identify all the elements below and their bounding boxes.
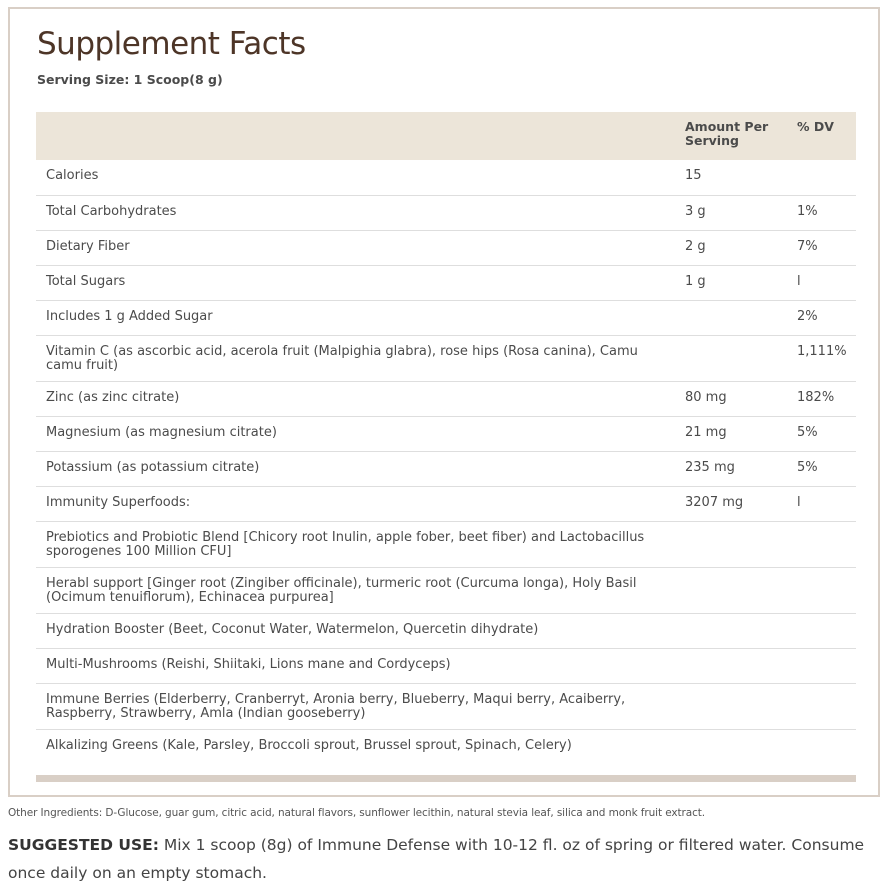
other-ingredients: Other Ingredients: D-Glucose, guar gum, citric acid, natural flavors, sunflower lecithin, natural stevia leaf, silica and monk fruit extract. (8, 807, 706, 819)
ingredient-name: Potassium (as potassium citrate) (36, 451, 675, 486)
amount-per-serving: 15 (675, 160, 787, 195)
amount-per-serving (675, 729, 787, 764)
daily-value: 1,111% (787, 335, 856, 381)
ingredient-name: Hydration Booster (Beet, Coconut Water, Watermelon, Quercetin dihydrate) (36, 613, 675, 648)
table-row (36, 729, 856, 764)
daily-value (787, 648, 856, 683)
table-row (36, 195, 856, 230)
amount-per-serving: 80 mg (675, 381, 787, 416)
ingredient-name: Prebiotics and Probiotic Blend [Chicory root Inulin, apple fober, beet fiber) and Lactobacillus sporogenes 100 Million CFU] (36, 521, 675, 567)
table-row (36, 683, 856, 729)
amount-per-serving (675, 567, 787, 613)
serving-size: Serving Size: 1 Scoop(8 g) (37, 72, 223, 87)
page-title: Supplement Facts (37, 26, 306, 62)
column-header-amount: Amount Per Serving (675, 112, 787, 160)
ingredient-name: Multi-Mushrooms (Reishi, Shiitaki, Lions mane and Cordyceps) (36, 648, 675, 683)
amount-per-serving (675, 683, 787, 729)
table-row (36, 567, 856, 613)
amount-per-serving: 3 g (675, 195, 787, 230)
daily-value (787, 729, 856, 764)
table-row (36, 486, 856, 521)
amount-per-serving: 2 g (675, 230, 787, 265)
amount-per-serving (675, 300, 787, 335)
daily-value: 5% (787, 451, 856, 486)
table-row (36, 451, 856, 486)
column-header-ingredient (36, 112, 675, 160)
amount-per-serving: 21 mg (675, 416, 787, 451)
table-row (36, 416, 856, 451)
ingredient-name: Immune Berries (Elderberry, Cranberryt, Aronia berry, Blueberry, Maqui berry, Acaiberry, Raspberry, Strawberry, Amla (Indian gooseberry) (36, 683, 675, 729)
table-row (36, 648, 856, 683)
table-body (36, 160, 856, 764)
daily-value: 2% (787, 300, 856, 335)
table-row (36, 230, 856, 265)
ingredient-name: Vitamin C (as ascorbic acid, acerola fruit (Malpighia glabra), rose hips (Rosa canina), Camu camu fruit) (36, 335, 675, 381)
table-header-row (36, 112, 856, 160)
amount-per-serving (675, 648, 787, 683)
ingredient-name: Includes 1 g Added Sugar (36, 300, 675, 335)
column-header-dv: % DV (787, 112, 856, 160)
amount-per-serving (675, 613, 787, 648)
table-row (36, 381, 856, 416)
suggested-use (8, 831, 878, 887)
table-bottom-bar (36, 775, 856, 782)
ingredient-name: Calories (36, 160, 675, 195)
daily-value: 1% (787, 195, 856, 230)
amount-per-serving (675, 521, 787, 567)
table-row (36, 300, 856, 335)
amount-per-serving: 235 mg (675, 451, 787, 486)
amount-per-serving: 1 g (675, 265, 787, 300)
amount-per-serving: 3207 mg (675, 486, 787, 521)
daily-value (787, 521, 856, 567)
suggested-use-label: SUGGESTED USE: (8, 836, 159, 854)
daily-value (787, 567, 856, 613)
table-row (36, 335, 856, 381)
ingredient-name: Total Sugars (36, 265, 675, 300)
ingredient-name: Dietary Fiber (36, 230, 675, 265)
daily-value (787, 613, 856, 648)
table-row (36, 521, 856, 567)
supplement-facts-table (36, 112, 856, 764)
ingredient-name: Zinc (as zinc citrate) (36, 381, 675, 416)
ingredient-name: Alkalizing Greens (Kale, Parsley, Broccoli sprout, Brussel sprout, Spinach, Celery) (46, 737, 572, 753)
amount-per-serving (675, 335, 787, 381)
daily-value: l (787, 486, 856, 521)
ingredient-name: Magnesium (as magnesium citrate) (36, 416, 675, 451)
suggested-use-text: Mix 1 scoop (8g) of Immune Defense with 10-12 fl. oz of spring or filtered water. Consume once daily on an empty stomach. (8, 836, 865, 882)
table-row (36, 613, 856, 648)
daily-value: 5% (787, 416, 856, 451)
ingredient-name: Total Carbohydrates (36, 195, 675, 230)
daily-value (787, 683, 856, 729)
daily-value: l (787, 265, 856, 300)
daily-value (787, 160, 856, 195)
table-row (36, 265, 856, 300)
ingredient-name: Immunity Superfoods: (36, 486, 675, 521)
daily-value: 7% (787, 230, 856, 265)
daily-value: 182% (787, 381, 856, 416)
table-row (36, 160, 856, 195)
supplement-facts-panel (8, 7, 880, 797)
ingredient-name: Herabl support [Ginger root (Zingiber officinale), turmeric root (Curcuma longa), Holy Basil (Ocimum tenuiflorum), Echinacea purpurea] (36, 567, 675, 613)
